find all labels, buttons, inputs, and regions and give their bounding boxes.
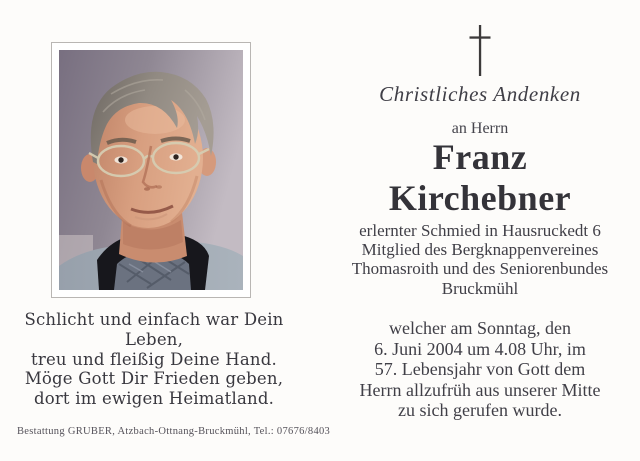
biography-line: erlernter Schmied in Hausruckedt 6: [359, 221, 601, 240]
memorial-salutation: an Herrn: [451, 120, 509, 137]
deceased-name: [332, 137, 628, 219]
biography-line: Thomasroith und des Seniorenbundes: [351, 259, 609, 279]
death-line: Herrn allzufrüh aus unserer Mitte: [359, 379, 601, 400]
funeral-home-credit: Bestattung GRUBER, Atzbach-Ottnang-Bruckmühl, Tel.: 07676/8403: [17, 426, 331, 437]
death-line: welcher am Sonntag, den: [389, 318, 571, 338]
poem-line: dort im ewigen Heimatland.: [33, 389, 275, 409]
poem-line: treu und fleißig Deine Hand.: [31, 349, 277, 369]
portrait-photo: [59, 50, 243, 290]
latin-cross-icon: [468, 24, 492, 77]
photo-frame: [51, 42, 251, 298]
deceased-last-name: Kirchebner: [388, 178, 572, 218]
death-line: 6. Juni 2004 um 4.08 Uhr, im: [374, 338, 586, 359]
memorial-poem: [0, 310, 308, 409]
death-announcement: [332, 318, 628, 421]
death-line: 57. Lebensjahr von Gott dem: [374, 359, 586, 380]
memorial-text-column: [332, 0, 628, 461]
biography-line: Mitglied des Bergknappenvereines: [361, 240, 599, 260]
deceased-first-name: Franz: [432, 137, 528, 177]
biography-line: Bruckmühl: [441, 278, 519, 298]
memorial-heading: Christliches Andenken: [379, 82, 581, 106]
deceased-biography: [332, 221, 628, 298]
cross-wrap: [332, 24, 628, 82]
poem-line: Möge Gott Dir Frieden geben,: [24, 369, 284, 389]
death-line: zu sich gerufen wurde.: [398, 400, 562, 421]
poem-line: Schlicht und einfach war Dein Leben,: [24, 310, 284, 349]
